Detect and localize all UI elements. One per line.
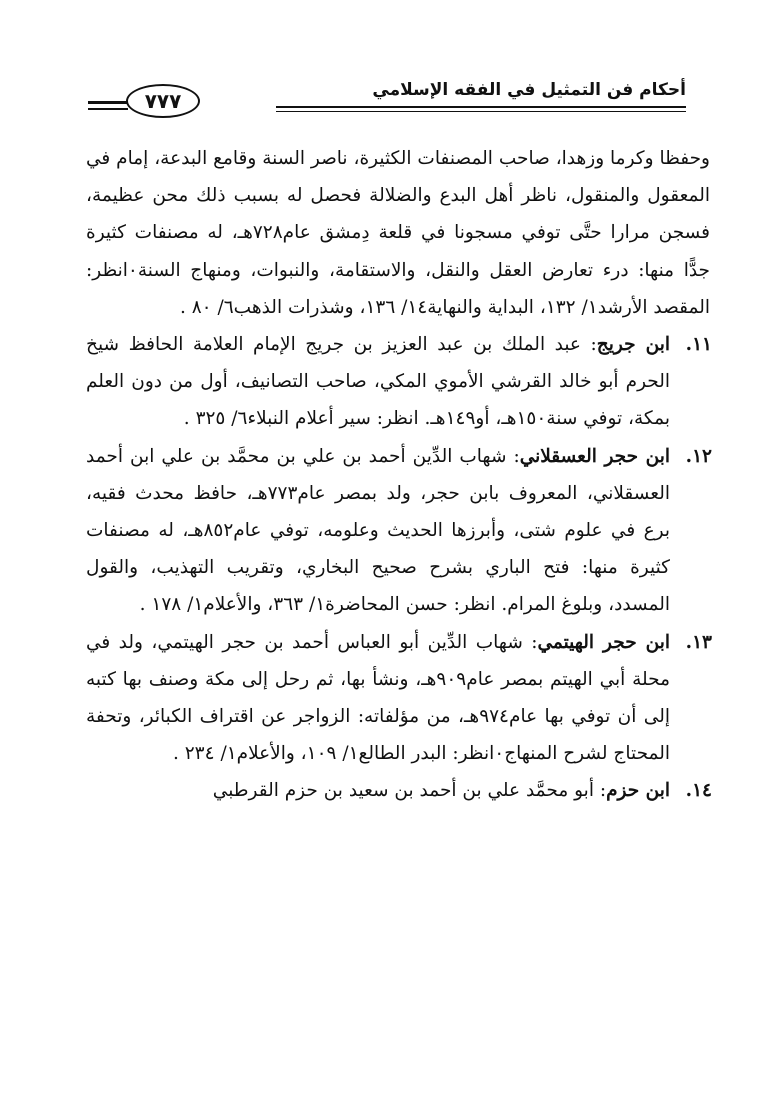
header-left-rule-thin	[88, 108, 128, 110]
entry-text: : شهاب الدِّين أحمد بن علي بن محمَّد بن علي ابن أحمد العسقلاني، المعروف بابن حجر، ولد بمصر عام٧٧٣هـ، حافظ محدث فقيه، برع في علوم شتى، وأبرزها الحديث وعلومه، توفي عام٨٥٢هـ، له مصنفات كثيرة منها: فتح الباري بشرح صحيح البخاري، وتقريب التهذيب، والقول المسدد، وبلوغ المرام. انظر: حسن المحاضرة١/ ٣٦٣، والأعلام١/ ١٧٨ .	[86, 445, 670, 616]
header-rule	[276, 106, 686, 108]
book-title: أحكام فن التمثيل في الفقه الإسلامي	[372, 80, 686, 100]
page-number: ٧٧٧	[126, 84, 200, 118]
entry-name: ابن حجر الهيتمي	[537, 631, 670, 653]
entry-text: : شهاب الدِّين أبو العباس أحمد بن حجر الهيتمي، ولد في محلة أبي الهيتم بمصر عام٩٠٩هـ، ونشأ بها، ثم رحل إلى مكة وصنف بها كتبه إلى أن توفي بها عام٩٧٤هـ، من مؤلفاته: الزواجر عن اقتراف الكبائر، وتحفة المحتاج لشرح المنهاج٠انظر: البدر الطالع١/ ١٠٩، والأعلام١/ ٢٣٤ .	[86, 631, 670, 765]
entry-text: : عبد الملك بن عبد العزيز بن جريج الإمام العلامة الحافظ شيخ الحرم أبو خالد القرشي الأموي المكي، صاحب التصانيف، أول من دون العلم بمكة، توفي سنة١٥٠هـ، أو١٤٩هـ. انظر: سير أعلام النبلاء٦/ ٣٢٥ .	[86, 334, 670, 430]
biography-entry	[86, 624, 710, 773]
entry-text: : أبو محمَّد علي بن أحمد بن سعيد بن حزم القرطبي	[212, 780, 607, 802]
continued-paragraph: وحفظا وكرما وزهدا، صاحب المصنفات الكثيرة، ناصر السنة وقامع البدعة، إمام في المعقول والمنقول، ناظر أهل البدع والضلالة فحصل له بسبب ذلك محن عظيمة، فسجن مرارا حتَّى توفي مسجونا في قلعة دِمشق عام٧٢٨هـ، له مصنفات كثيرة جدًّا منها: درء تعارض العقل والنقل، والاستقامة، والنبوات، ومنهاج السنة٠انظر: المقصد الأرشد١/ ١٣٢، البداية والنهاية١٤/ ١٣٦، وشذرات الذهب٦/ ٨٠ .	[86, 148, 710, 318]
entry-name: ابن حجر العسقلاني	[519, 445, 670, 467]
page-body	[86, 140, 710, 810]
header-left-rule	[88, 101, 128, 104]
entry-number: ١١.	[685, 334, 712, 356]
running-header	[88, 80, 686, 120]
entry-number: ١٢.	[685, 445, 712, 467]
biography-entry	[86, 772, 710, 809]
header-rule-thin	[276, 111, 686, 112]
entry-number: ١٤.	[685, 780, 712, 802]
biography-entry	[86, 326, 710, 438]
entry-name: ابن حزم	[606, 780, 670, 802]
entry-number: ١٣.	[685, 631, 712, 653]
biography-entry	[86, 438, 710, 624]
entry-name: ابن جريج	[596, 334, 671, 356]
